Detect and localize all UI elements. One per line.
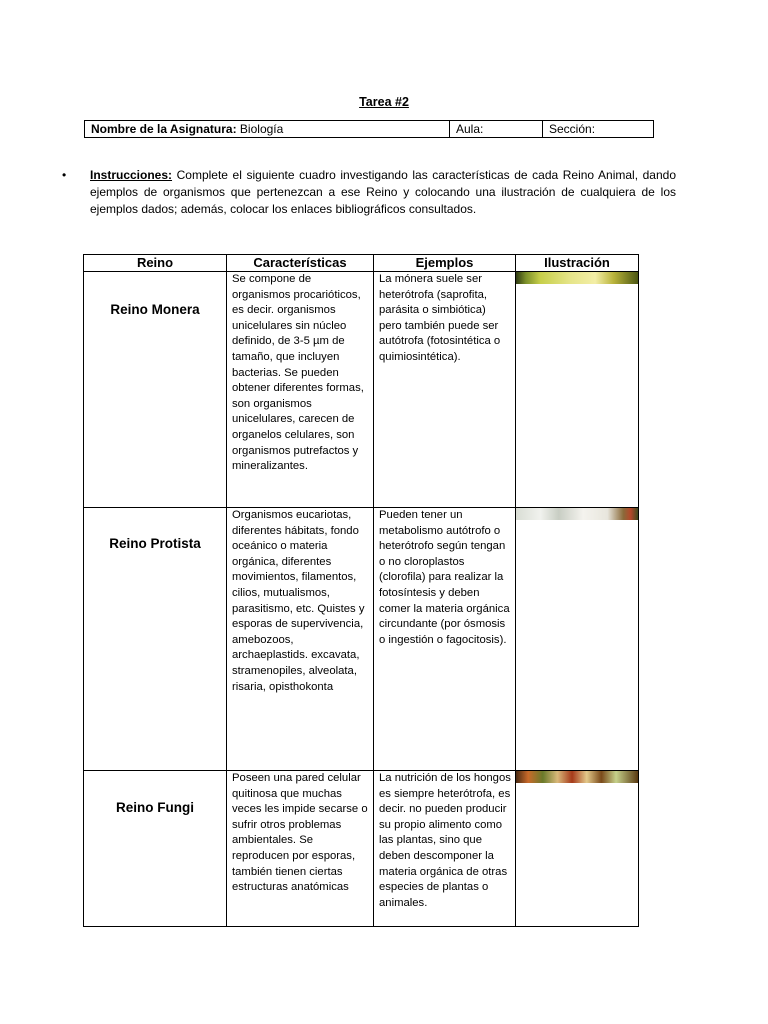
caracteristicas-cell: Poseen una pared celular quitinosa que muchas veces les impide secarse o sufrir otros problemas ambientales. Se reproducen por esporas, también tienen ciertas estructuras anatómicas [227, 771, 374, 927]
reino-name: Reino Fungi [84, 771, 227, 927]
bullet-icon: • [62, 168, 67, 182]
subject-label: Nombre de la Asignatura: [91, 122, 237, 136]
table-row [84, 771, 639, 927]
fungi-illustration-image [516, 771, 638, 783]
reino-name: Reino Monera [84, 272, 227, 508]
reino-name: Reino Protista [84, 508, 227, 771]
caracteristicas-cell: Organismos eucariotas, diferentes hábitats, fondo oceánico o materia orgánica, diferentes movimientos, filamentos, cilios, mutualismos, parasitismo, etc. Quistes y esporas de supervivencia, amebozoos, archaeplastids. excavata, stramenopiles, alveolata, risaria, opisthokonta [227, 508, 374, 771]
illustration-cell [516, 272, 639, 508]
document-title: Tarea #2 [359, 95, 409, 109]
header-caracteristicas: Características [227, 255, 374, 272]
caracteristicas-cell: Se compone de organismos procarióticos, es decir. organismos unicelulares sin núcleo definido, de 3-5 µm de tamaño, que incluyen bacterias. Se pueden obtener diferentes formas, son organismos unicelulares, carecen de organelos celulares, son organismos putrefactos y mineralizantes. [227, 272, 374, 508]
header-ilustracion: Ilustración [516, 255, 639, 272]
ejemplos-cell: Pueden tener un metabolismo autótrofo o heterótrofo según tengan o no cloroplastos (clorofila) para realizar la fotosíntesis y deben comer la materia orgánica circundante (por ósmosis o ingestión o fagocitosis). [374, 508, 516, 771]
ejemplos-cell: La mónera suele ser heterótrofa (saprofita, parásita o simbiótica) pero también puede ser autótrofa (fotosintética o quimiosintética). [374, 272, 516, 508]
instructions-text: Complete el siguiente cuadro investigando las características de cada Reino Animal, dando ejemplos de organismos que pertenezcan a ese Reino y colocando una ilustración de cualquiera de los ejemplos dados; además, colocar los enlaces bibliográficos consultados. [90, 168, 676, 216]
illustration-cell [516, 771, 639, 927]
illustration-cell [516, 508, 639, 771]
ejemplos-cell: La nutrición de los hongos es siempre heterótrofa, es decir. no pueden producir su propio alimento como las plantas, sino que deben descomponer la materia orgánica de otras especies de plantas o animales. [374, 771, 516, 927]
protista-illustration-image [516, 508, 638, 520]
table-header-row [84, 255, 639, 272]
header-ejemplos: Ejemplos [374, 255, 516, 272]
header-reino: Reino [84, 255, 227, 272]
aula-cell: Aula: [450, 121, 543, 138]
table-row [84, 272, 639, 508]
instructions-label: Instrucciones: [90, 168, 173, 182]
seccion-cell: Sección: [543, 121, 654, 138]
table-row [84, 508, 639, 771]
subject-cell [85, 121, 450, 138]
subject-header-table [84, 120, 654, 138]
subject-value: Biología [236, 122, 284, 136]
monera-illustration-image [516, 272, 638, 284]
instructions-paragraph [62, 167, 676, 218]
kingdoms-table [83, 254, 639, 927]
